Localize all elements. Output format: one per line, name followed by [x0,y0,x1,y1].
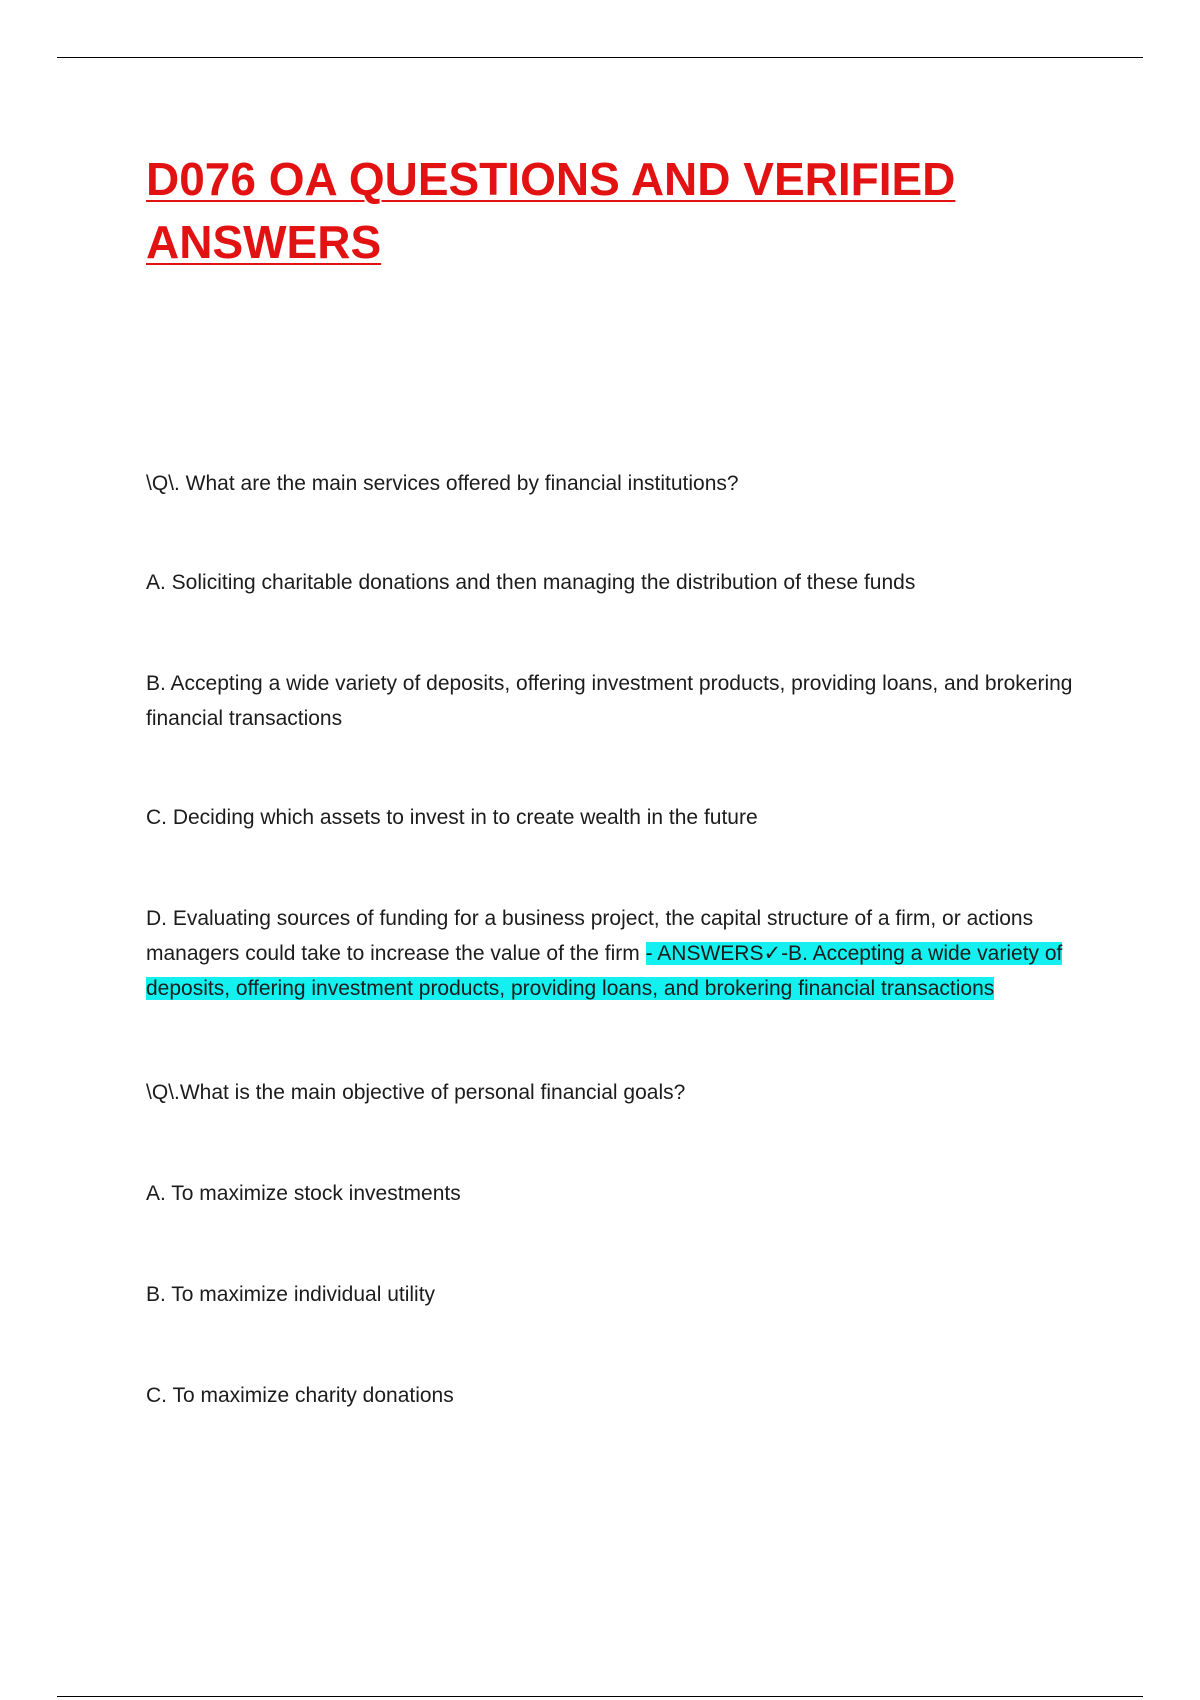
header-rule [57,57,1143,58]
question-1-option-d [146,901,1101,1006]
question-1-answer: - ANSWERS✓-B. Accepting a wide variety of deposits, offering investment products, providing loans, and brokering financial transactions [146,942,1063,1000]
question-2-option-b: B. To maximize individual utility [146,1283,436,1306]
document-title [146,148,1106,274]
question-1-option-b: B. Accepting a wide variety of deposits, offering investment products, providing loans, and brokering financial transactions [146,672,1073,730]
question-2-option-c: C. To maximize charity donations [146,1384,454,1407]
question-2-text: \Q\.What is the main objective of personal financial goals? [146,1081,686,1104]
question-1-text: \Q\. What are the main services offered by financial institutions? [146,472,739,495]
footer-rule [57,1696,1143,1697]
question-2-option-a: A. To maximize stock investments [146,1182,461,1205]
question-1-option-a: A. Soliciting charitable donations and then managing the distribution of these funds [146,571,916,594]
question-1-option-c: C. Deciding which assets to invest in to create wealth in the future [146,806,758,829]
document-title-text: D076 OA QUESTIONS AND VERIFIED ANSWERS [146,153,956,268]
question-1-option-d-text: D. Evaluating sources of funding for a business project, the capital structure of a firm, or actions managers could take to increase the value of the firm [146,907,1034,965]
